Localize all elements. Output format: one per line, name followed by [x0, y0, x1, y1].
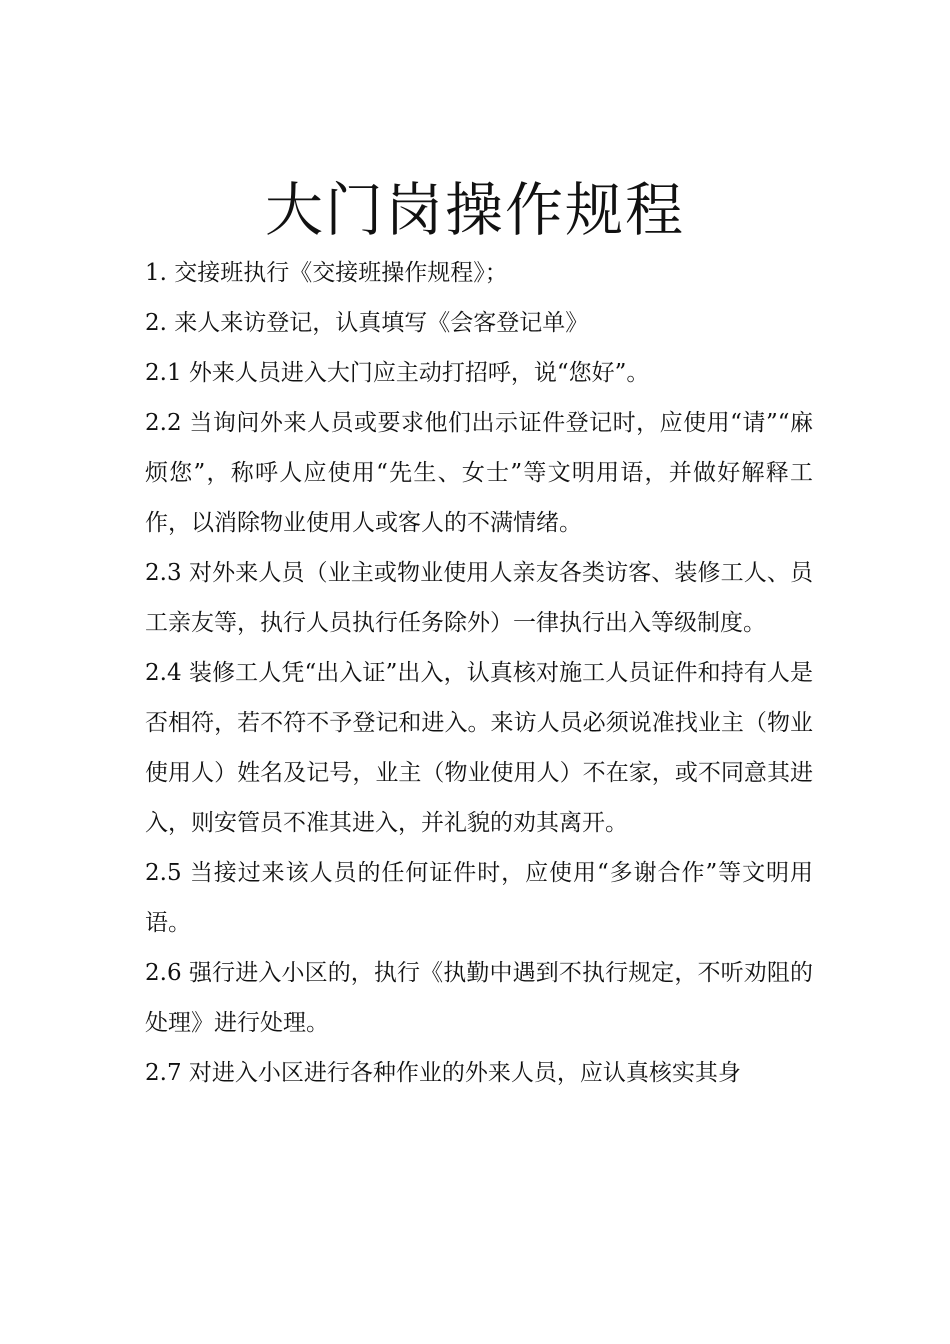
paragraph-2-3: 2.3 对外来人员（业主或物业使用人亲友各类访客、装修工人、员工亲友等，执行人员执行任务除外）一律执行出入等级制度。 — [145, 560, 813, 636]
paragraph-2: 2. 来人来访登记，认真填写《会客登记单》 — [145, 310, 589, 336]
paragraph-1: 1. 交接班执行《交接班操作规程》； — [145, 260, 508, 286]
paragraph-2-2: 2.2 当询问外来人员或要求他们出示证件登记时，应使用“请”“麻烦您”，称呼人应使用“先生、女士”等文明用语，并做好解释工作，以消除物业使用人或客人的不满情绪。 — [145, 410, 813, 536]
document-body — [145, 248, 813, 1098]
document-title: 大门岗操作规程 — [264, 176, 685, 244]
paragraph-2-4: 2.4 装修工人凭“出入证”出入，认真核对施工人员证件和持有人是否相符，若不符不予登记和进入。来访人员必须说准找业主（物业使用人）姓名及记号，业主（物业使用人）不在家，或不同意其进入，则安管员不准其进入，并礼貌的劝其离开。 — [145, 660, 813, 836]
paragraph-2-1: 2.1 外来人员进入大门应主动打招呼，说“您好”。 — [145, 360, 650, 386]
paragraph-2-7: 2.7 对进入小区进行各种作业的外来人员，应认真核实其身 — [145, 1060, 741, 1086]
paragraph-2-5: 2.5 当接过来该人员的任何证件时，应使用“多谢合作”等文明用语。 — [145, 860, 813, 936]
paragraph-2-6: 2.6 强行进入小区的，执行《执勤中遇到不执行规定，不听劝阻的处理》进行处理。 — [145, 960, 813, 1036]
